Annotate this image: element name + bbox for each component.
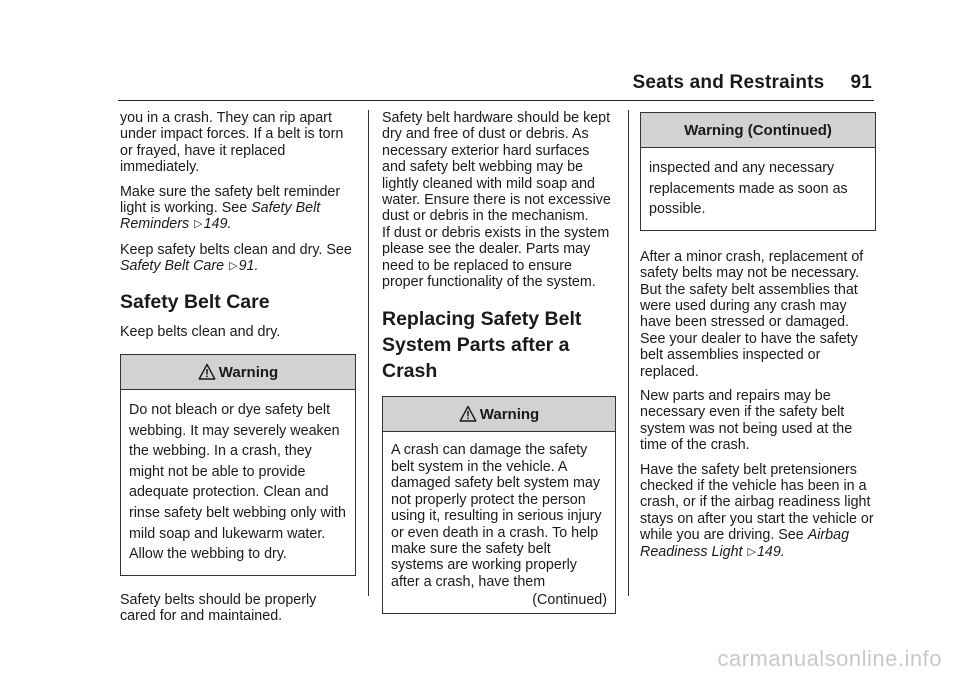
- column-divider: [628, 110, 629, 596]
- watermark: carmanualsonline.info: [717, 646, 942, 671]
- paragraph-text: Make sure the safety belt reminder light is working. See: [120, 183, 341, 217]
- paragraph: If dust or debris exists in the system please see the dealer. Parts may need to be replaced to ensure proper functionality of the system.: [382, 224, 610, 291]
- reference-page[interactable]: 149: [756, 543, 781, 560]
- warning-triangle-icon: [459, 405, 477, 423]
- page-ref-arrow-icon: ▷: [747, 545, 756, 558]
- continued-label: (Continued): [532, 592, 607, 609]
- reference-title[interactable]: Airbag Readiness Light: [640, 527, 850, 560]
- column-left: [120, 110, 356, 633]
- cross-reference-link[interactable]: Safety Belt Reminders ▷149.: [120, 200, 321, 233]
- section-heading: Safety Belt Care: [120, 290, 270, 313]
- warning-box: [382, 396, 616, 613]
- warning-box: [120, 354, 356, 576]
- paragraph: New parts and repairs may be necessary even if the safety belt system was not being used at the time of the crash.: [640, 388, 853, 454]
- page-number: 91: [850, 72, 872, 93]
- warning-body: Do not bleach or dye safety belt webbing. It may severely weaken the webbing. In a crash, they might not be able to provide adequate protection. Clean and rinse safety belt webbing only with mild soap and lukewarm water. Allow the webbing to dry.: [129, 402, 346, 563]
- warning-triangle-icon: [198, 363, 216, 381]
- warning-header: [383, 397, 615, 432]
- header-rule: [118, 100, 874, 101]
- paragraph: [120, 242, 356, 276]
- reference-title[interactable]: Safety Belt Care: [120, 258, 225, 275]
- warning-title: Warning: [479, 406, 540, 424]
- column-divider: [368, 110, 369, 596]
- cross-reference-link[interactable]: Safety Belt Care ▷91.: [120, 258, 259, 275]
- reference-title[interactable]: Safety Belt Reminders: [120, 200, 321, 233]
- reference-page[interactable]: 91: [238, 258, 255, 275]
- warning-body: inspected and any necessary replacements made as soon as possible.: [649, 160, 848, 218]
- warning-body-text: A crash can damage the safety belt system in the vehicle. A damaged safety belt system may not properly protect the person using it, resulting in serious injury or even death in a crash. To help make sure the safety belt systems are working properly after a crash, have them: [391, 442, 602, 590]
- warning-body: [383, 432, 615, 612]
- paragraph: Keep belts clean and dry.: [120, 323, 281, 340]
- page-ref-arrow-icon: ▷: [194, 218, 203, 231]
- warning-title: Warning: [218, 364, 279, 382]
- cross-reference-link[interactable]: Airbag Readiness Light ▷149.: [640, 527, 850, 560]
- paragraph-text: Have the safety belt pretensioners checked if the vehicle has been in a crash, or if the airbag readiness light stays on after you start the vehicle or while you are driving. See: [640, 461, 874, 544]
- column-middle: [382, 110, 616, 614]
- paragraph: you in a crash. They can rip apart under impact forces. If a belt is torn or frayed, have it replaced immediately.: [120, 110, 344, 176]
- paragraph: [120, 184, 356, 234]
- warning-header: [121, 355, 355, 390]
- paragraph: [640, 462, 876, 561]
- paragraph: Safety belt hardware should be kept dry and free of dust or debris. As necessary exterior hard surfaces and safety belt webbing may be lightly cleaned with mild soap and water. Ensure there is not excessive dust or debris in the mechanism.: [382, 110, 611, 225]
- paragraph: Safety belts should be properly cared for and maintained.: [120, 591, 317, 625]
- reference-page[interactable]: 149: [203, 216, 228, 233]
- page-ref-arrow-icon: ▷: [229, 260, 238, 273]
- warning-box-continued: [640, 112, 876, 231]
- warning-header: Warning (Continued): [641, 113, 875, 148]
- column-right: [640, 110, 876, 569]
- paragraph: After a minor crash, replacement of safety belts may not be necessary. But the safety belt assemblies that were used during any crash may have been stressed or damaged. See your dealer to have the safety belt assemblies inspected or replaced.: [640, 248, 864, 380]
- paragraph-text: Keep safety belts clean and dry. See: [120, 241, 352, 258]
- section-title: Seats and Restraints: [632, 72, 825, 93]
- page-header: [632, 72, 872, 94]
- section-heading: Replacing Safety Belt System Parts after a Crash: [382, 308, 582, 383]
